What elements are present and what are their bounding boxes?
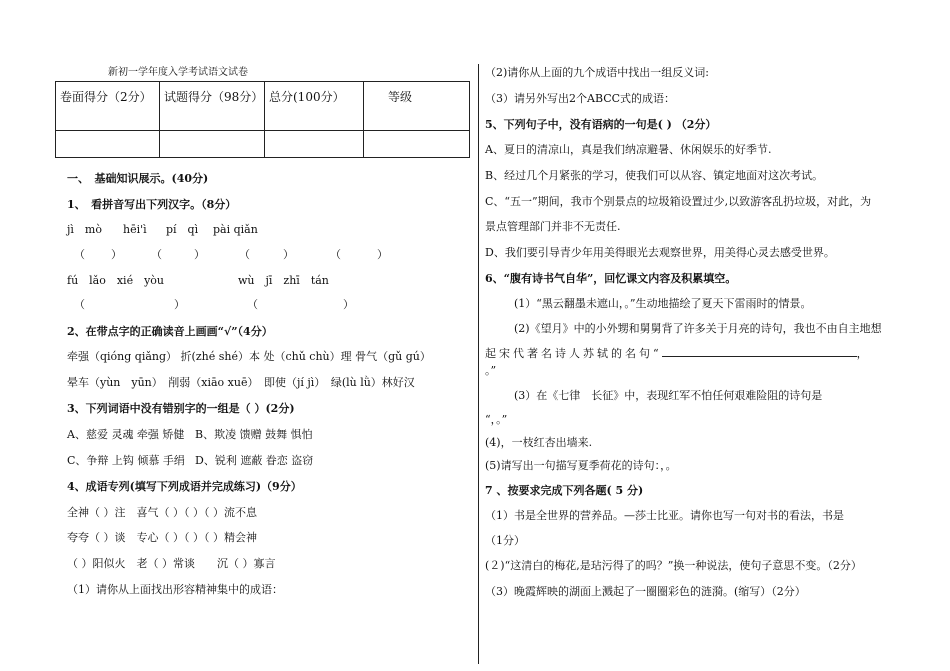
option-c-cont: 景点管理部门并非不无责任. <box>485 220 621 233</box>
paren: ） <box>174 298 185 311</box>
question-line: (3）在《七律 长征》中，表现红军不怕任何艰难险阻的诗句是 <box>514 389 823 402</box>
question-line: (２)“这清白的梅花,是玷污得了的吗？”换一种说法，使句子意思不变。（2分） <box>485 559 862 572</box>
paren: ） <box>377 248 388 261</box>
paren: （ <box>330 248 341 261</box>
paren: ） <box>343 298 354 311</box>
question-line: 晕车（yùn yūn） 削弱（xiāo xuē） 即使（jí jì） 绿(lù lǜ）林好汉 <box>67 376 415 389</box>
question-line: 牵强（qióng qiǎng） 折(zhé shé）本 处（chǔ chù）理 骨气（gǔ gú） <box>67 350 431 363</box>
option-a: A、慈爱 灵魂 牵强 矫健 <box>67 428 185 441</box>
paren: ） <box>194 248 205 261</box>
score-cell-juanmian: 卷面得分（2分） <box>56 82 160 131</box>
option-c: C、“五一”期间，我市个别景点的垃圾箱设置过少,以致游客乱扔垃圾，对此，为 <box>485 195 872 208</box>
column-divider <box>478 64 479 664</box>
score-cell-zongfen: 总分(100分） <box>265 82 364 131</box>
part-heading: 一、 基础知识展示。(40分) <box>67 172 209 185</box>
question-heading: 1、 看拼音写出下列汉字。（8分） <box>67 198 237 211</box>
answer-blank[interactable] <box>662 346 857 357</box>
pinyin: jì mò <box>67 223 102 236</box>
pinyin: fú lǎo xié yòu <box>67 274 165 287</box>
question-line: 。” <box>485 364 497 377</box>
option-d: D、锐利 遮蔽 眷恋 盗窃 <box>195 454 314 467</box>
exam-title: 新初一学年度入学考试语文试卷 <box>108 67 248 78</box>
question-heading: 2、在带点字的正确读音上画画“√”（4分） <box>67 325 273 338</box>
paren: （ <box>239 248 250 261</box>
pinyin: hēi'ì <box>123 223 147 236</box>
option-a: A、夏日的清凉山，真是我们纳凉避暑、休闲娱乐的好季节. <box>485 143 772 156</box>
paren: （ <box>74 298 85 311</box>
option-c: C、争辩 上钩 倾慕 手绢 <box>67 454 185 467</box>
paren: （ <box>151 248 162 261</box>
question-heading: 6、“腹有诗书气自华”，回忆课文内容及积累填空。 <box>485 272 737 285</box>
pinyin: wù jī zhī tán <box>238 274 329 287</box>
question-heading: 3、下列词语中没有错别字的一组是（ ）(2分) <box>67 402 295 415</box>
score-table <box>55 81 470 158</box>
pinyin: pài qiǎn <box>213 223 258 236</box>
score-blank[interactable] <box>364 130 470 157</box>
question-heading: 7 、按要求完成下列各题( 5 分) <box>485 484 644 497</box>
question-line: (1）“黑云翻墨未遮山，。”生动地描绘了夏天下雷雨时的情景。 <box>514 297 812 310</box>
question-line: 夸夸（ ）谈 专心（ ）（ ）（ ）精会神 <box>67 531 257 544</box>
score-cell-shiti: 试题得分（98分） <box>160 82 265 131</box>
score-blank[interactable] <box>265 130 364 157</box>
pinyin: pí qì <box>166 223 199 236</box>
question-heading: 5、下列句子中，没有语病的一句是( ) （2分） <box>485 118 717 131</box>
question-line: 全神（ ）注 喜气（ ）（ ）（ ）流不息 <box>67 506 257 519</box>
question-line: （1分） <box>485 534 525 547</box>
score-cell-dengji: 等级 <box>364 82 470 131</box>
question-line: (2)《望月》中的小外甥和舅舅背了许多关于月亮的诗句，我也不由自主地想 <box>514 322 882 335</box>
paren: ） <box>111 248 122 261</box>
question-line: （ ）阳似火 老（ ）常谈 沉（ ）寡言 <box>67 557 276 570</box>
question-line: （3）请另外写出2个ABCC式的成语： <box>485 92 676 105</box>
question-line: 起宋代著名诗人苏轼的名句“ ， <box>485 347 868 360</box>
score-blank[interactable] <box>56 130 160 157</box>
score-blank[interactable] <box>160 130 265 157</box>
question-heading: 4、成语专列(填写下列成语并完成练习)（9分） <box>67 480 302 493</box>
question-line: “，。” <box>485 413 508 426</box>
question-line: (5)请写出一句描写夏季荷花的诗句：，。 <box>485 459 677 472</box>
question-line: （2)请你从上面的九个成语中找出一组反义词: <box>485 66 709 79</box>
question-line: （1）请你从上面找出形容精神集中的成语： <box>67 583 283 596</box>
option-b: B、欺凌 馈赠 鼓舞 惧怕 <box>195 428 313 441</box>
question-line: (4)，一枝红杏出墙来. <box>485 436 593 449</box>
paren: ） <box>283 248 294 261</box>
question-line: （3）晚霞辉映的湖面上溅起了一圈圈彩色的涟漪。(缩写）（2分） <box>485 585 806 598</box>
option-d: D、我们要引导青少年用美得眼光去观察世界，用美得心灵去感受世界。 <box>485 246 835 259</box>
paren: （ <box>74 248 85 261</box>
question-line: （1）书是全世界的营养品。—莎士比亚。请你也写一句对书的看法，书是 <box>485 509 844 522</box>
option-b: B、经过几个月紧张的学习，使我们可以从容、镇定地面对这次考试。 <box>485 169 824 182</box>
paren: （ <box>247 298 258 311</box>
